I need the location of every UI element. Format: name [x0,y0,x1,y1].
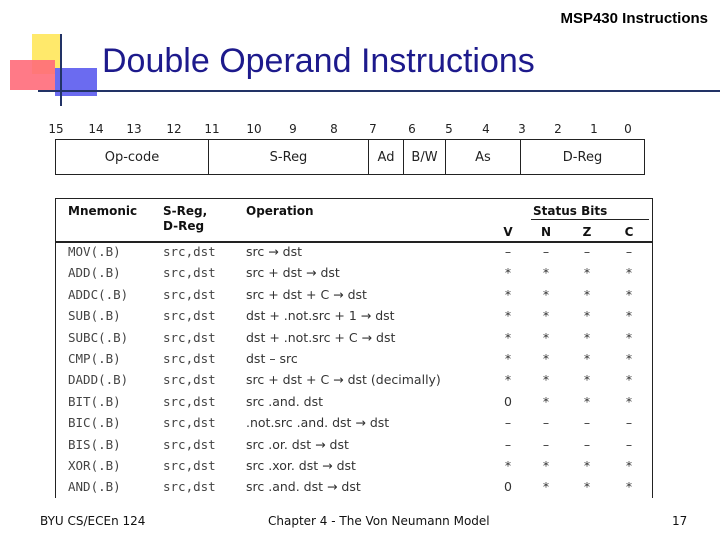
status-z-cell: * [583,329,591,345]
operation-cell: src .and. dst → dst [246,479,361,495]
status-c-cell: – [625,244,633,259]
status-bits-underline [531,219,649,220]
status-c-cell: * [625,351,633,366]
operation-cell: dst + .not.src + 1 → dst [246,308,395,324]
status-v-cell: * [504,372,512,388]
sreg-field: S-Reg [208,140,368,174]
table-row [56,308,652,329]
status-z-cell: * [583,308,591,324]
status-v-cell: – [504,415,512,431]
registers-cell: src,dst [163,351,216,366]
status-c-cell: * [625,265,633,281]
status-z-cell: * [583,351,591,366]
registers-cell: src,dst [163,479,216,495]
status-v-cell: * [504,265,512,281]
status-v-cell: * [504,308,512,324]
operation-cell: src .and. dst [246,393,324,409]
table-row [56,265,652,286]
status-n-cell: * [542,308,550,324]
mnemonic-cell: ADD(.B) [68,265,121,281]
status-v-cell: * [504,458,512,473]
registers-cell: src,dst [163,265,216,281]
mnemonic-cell: BIC(.B) [68,415,121,431]
table-row [56,372,652,393]
bit-number: 1 [590,122,598,136]
decorative-vertical-line [60,34,62,106]
status-n-cell: * [542,372,550,388]
registers-cell: src,dst [163,244,216,259]
bit-number: 9 [289,122,297,136]
bit-number: 0 [624,122,632,136]
table-row [56,479,652,500]
bit-number: 7 [369,122,377,136]
footer-chapter: Chapter 4 - The Von Neumann Model [268,514,490,528]
header-title: MSP430 Instructions [560,10,708,27]
status-v-cell: * [504,351,512,366]
registers-cell: src,dst [163,458,216,473]
operation-cell: .not.src .and. dst → dst [246,415,390,431]
status-z-cell: * [583,286,591,302]
mnemonic-cell: XOR(.B) [68,458,121,473]
status-n-cell: * [542,286,550,302]
table-row [56,244,652,265]
table-row [56,330,652,351]
bit-number: 2 [554,122,562,136]
status-c-cell: * [625,308,633,324]
header-operation: Operation [246,204,314,218]
status-c-cell: * [625,479,633,495]
bit-number: 8 [330,122,338,136]
ad-field: Ad [368,140,403,174]
status-v-cell: – [504,436,512,452]
mnemonic-cell: DADD(.B) [68,372,129,388]
bit-number: 3 [518,122,526,136]
operation-cell: dst + .not.src + C → dst [246,329,396,345]
header-mnemonic: Mnemonic [68,204,138,218]
bit-number: 6 [408,122,416,136]
bit-number: 15 [48,122,64,136]
mnemonic-cell: CMP(.B) [68,351,121,366]
status-c-cell: * [625,329,633,345]
bit-number: 13 [126,122,142,136]
instruction-format-diagram [55,139,645,175]
table-row [56,287,652,308]
registers-cell: src,dst [163,308,216,324]
header-c: C [624,225,634,239]
bit-number: 11 [204,122,220,136]
registers-cell: src,dst [163,436,216,452]
mnemonic-cell: ADDC(.B) [68,286,129,302]
bit-number: 14 [88,122,104,136]
status-z-cell: * [583,393,591,409]
status-z-cell: – [583,436,591,452]
bit-number: 12 [166,122,182,136]
mnemonic-cell: BIS(.B) [68,436,121,452]
mnemonic-cell: SUB(.B) [68,308,121,324]
status-n-cell: * [542,479,550,495]
status-v-cell: * [504,286,512,302]
registers-cell: src,dst [163,372,216,388]
footer-course: BYU CS/ECEn 124 [40,514,146,528]
bit-number: 5 [445,122,453,136]
slide-title: Double Operand Instructions [102,42,535,80]
operation-cell: src + dst + C → dst (decimally) [246,372,441,388]
operation-cell: dst – src [246,351,298,366]
status-v-cell: 0 [504,393,512,409]
status-z-cell: * [583,265,591,281]
status-z-cell: * [583,372,591,388]
status-c-cell: * [625,286,633,302]
status-c-cell: * [625,393,633,409]
header-n: N [540,225,552,239]
status-z-cell: – [583,415,591,431]
status-c-cell: – [625,415,633,431]
operation-cell: src + dst + C → dst [246,286,367,302]
instruction-table [55,198,653,498]
registers-cell: src,dst [163,415,216,431]
dreg-field: D-Reg [520,140,644,174]
decorative-red-square [10,60,55,90]
opcode-field: Op-code [104,149,160,165]
status-c-cell: – [625,436,633,452]
bw-field: B/W [403,140,445,174]
mnemonic-cell: MOV(.B) [68,244,121,259]
status-v-cell: – [504,244,512,259]
operation-cell: src + dst → dst [246,265,340,281]
operation-cell: src .or. dst → dst [246,436,349,452]
bit-number: 10 [246,122,262,136]
header-dreg: D-Reg [163,219,205,233]
table-row [56,458,652,479]
status-n-cell: * [542,329,550,345]
status-c-cell: * [625,458,633,473]
status-n-cell: – [542,244,550,259]
registers-cell: src,dst [163,329,216,345]
operation-cell: src → dst [246,244,303,259]
header-status-bits: Status Bits [533,204,608,218]
status-n-cell: – [542,436,550,452]
page-number: 17 [672,514,688,528]
mnemonic-cell: SUBC(.B) [68,329,129,345]
header-v: V [503,225,513,239]
status-c-cell: * [625,372,633,388]
header-z: Z [582,225,592,239]
as-field: As [445,140,520,174]
status-z-cell: * [583,479,591,495]
header-sreg: S-Reg, [163,204,208,218]
status-z-cell: – [583,244,591,259]
header-divider [56,241,652,243]
bit-number-row [50,122,650,138]
status-n-cell: – [542,415,550,431]
table-row [56,437,652,458]
mnemonic-cell: BIT(.B) [68,393,121,409]
registers-cell: src,dst [163,393,216,409]
status-z-cell: * [583,458,591,473]
operation-cell: src .xor. dst → dst [246,458,356,473]
status-n-cell: * [542,393,550,409]
status-n-cell: * [542,351,550,366]
status-v-cell: 0 [504,479,512,495]
table-row [56,415,652,436]
table-row [56,394,652,415]
status-v-cell: * [504,329,512,345]
mnemonic-cell: AND(.B) [68,479,121,495]
status-n-cell: * [542,458,550,473]
title-underline [38,90,720,92]
status-n-cell: * [542,265,550,281]
bit-number: 4 [482,122,490,136]
table-row [56,351,652,372]
registers-cell: src,dst [163,286,216,302]
